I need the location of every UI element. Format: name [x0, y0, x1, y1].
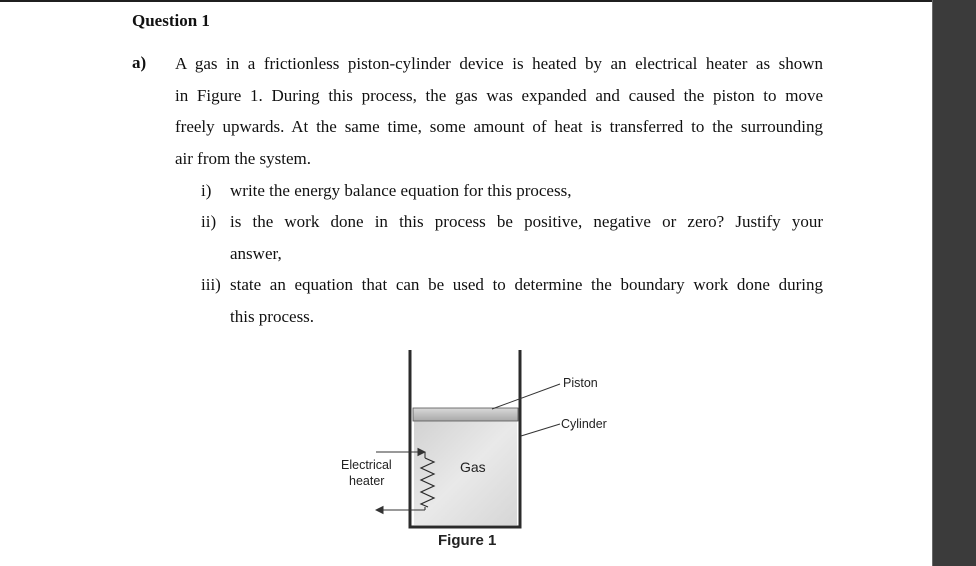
cylinder-label: Cylinder [561, 417, 607, 431]
heater-label-line-2: heater [349, 474, 385, 488]
gas-label: Gas [460, 459, 486, 475]
question-title: Question 1 [132, 11, 210, 30]
sub-item-number-i: i) [201, 181, 212, 200]
paragraph-line-2: in Figure 1. During this process, the gas was expanded and caused the piston to move [175, 86, 823, 105]
sub-item-ii-line-2: answer, [230, 244, 282, 263]
sub-item-iii-line-1: state an equation that can be used to determine the boundary work done during [230, 275, 823, 294]
piston-leader-line [492, 384, 560, 409]
figure-caption: Figure 1 [438, 532, 497, 549]
sub-item-number-ii: ii) [201, 212, 217, 231]
sub-item-i-line-1: write the energy balance equation for this process, [230, 181, 572, 200]
sub-item-number-iii: iii) [201, 275, 221, 294]
sub-item-iii-line-2: this process. [230, 307, 315, 326]
sub-item-ii-line-1: is the work done in this process be positive, negative or zero? Justify your [230, 212, 823, 231]
cylinder-leader-line [521, 424, 560, 436]
paragraph-line-4: air from the system. [175, 149, 311, 168]
paragraph-line-3: freely upwards. At the same time, some amount of heat is transferred to the surrounding [175, 117, 823, 136]
part-label: a) [132, 53, 147, 72]
piston-label: Piston [563, 376, 598, 390]
paragraph-line-1: A gas in a frictionless piston-cylinder device is heated by an electrical heater as shown [175, 54, 823, 73]
piston [413, 408, 518, 421]
heater-label-line-1: Electrical [341, 458, 392, 472]
